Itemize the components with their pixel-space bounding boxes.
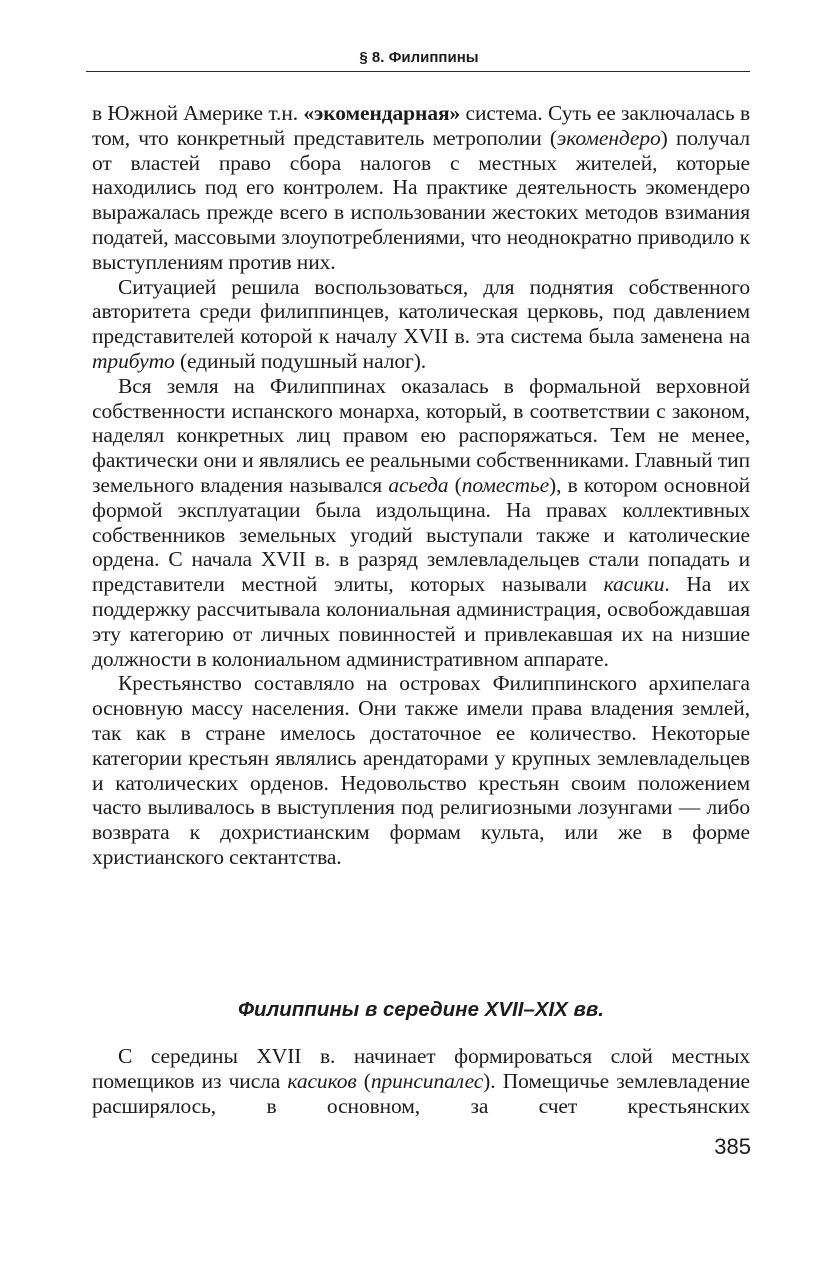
text-run: (единый подушный налог).: [174, 348, 427, 373]
italic-term: касики: [603, 572, 665, 597]
text-run: . На их поддержку рассчитывала колониальная администрация, освобождавшая эту категорию от личных повинностей и привлекавшая их на низшие должности в колониальном административном аппарате.: [92, 572, 750, 671]
text-run: ), в котором основной формой эксплуатации была издольщина. На правах коллективных собственников земельных угодий выступали также и католические ордена. С начала XVII в. в разряд землевладельцев стали попадать и представители местной элиты, которых называли: [92, 472, 751, 597]
text-run: С середины XVII в. начинает формироваться слой местных помещиков из числа: [92, 1044, 750, 1093]
text-run: Крестьянство составляло на островах Филиппинского архипелага основную массу населения. Они также имели права владения землей, так как в стране имелось достаточное ее количество. Некоторые категории крестьян являлись арендаторами у крупных землевладельцев и католических орденов. Недовольство крестьян своим положением часто выливалось в выступления под религиозными лозунгами — либо возврата к дохристианским формам культа, или же в форме христианского сектантства.: [92, 671, 750, 869]
text-run: ) получал от властей право сбора налогов с местных жителей, которые находились под его контролем. На практике деятельность экомендеро выражалась прежде всего в использовании жестоких методов взимания податей, массовыми злоупотреблениями, что неоднократно приводило к выступлениям против них.: [92, 125, 750, 274]
bold-term: «экомендарная»: [303, 101, 461, 125]
body-text-upper: [92, 101, 750, 870]
italic-term: поместье: [461, 472, 550, 497]
italic-term: экомендеро: [556, 125, 661, 150]
italic-term: асьеда: [388, 472, 449, 497]
italic-term: касиков: [287, 1068, 357, 1093]
header-rule: [86, 71, 750, 72]
section-title: Филиппины в середине XVII–XIX вв.: [237, 998, 605, 1021]
italic-term: принсипалес: [370, 1068, 484, 1093]
paragraph: [92, 671, 750, 869]
paragraph: [92, 1044, 750, 1118]
text-run: (: [448, 472, 462, 497]
body-text-lower: [92, 1044, 750, 1118]
text-run: Вся земля на Филиппинах оказалась в формальной верховной собственности испанского монарха, который, в соответствии с законом, наделял конкретных лиц правом ею распоряжаться. Тем не менее, фактически они и являлись ее реальными собственниками. Главный тип земельного владения назывался: [92, 373, 750, 497]
text-run: система. Суть ее заключалась в том, что конкретный представитель метрополии (: [92, 101, 750, 150]
text-run: Ситуацией решила воспользоваться, для поднятия собственного авторитета среди филиппинцев, католическая церковь, под давлением представителей которой к началу XVII в. эта система была заменена на: [92, 274, 750, 349]
italic-term: трибуто: [92, 348, 175, 373]
page-number: 385: [714, 1134, 751, 1159]
paragraph: [92, 101, 750, 275]
paragraph: [92, 275, 750, 374]
running-header: § 8. Филиппины: [359, 49, 479, 66]
text-run: ). Помещичье землевладение расширялось, в основном, за счет крестьянских: [92, 1068, 751, 1118]
paragraph: [92, 374, 750, 672]
text-run: в Южной Америке т.н.: [92, 101, 304, 125]
text-run: (: [356, 1068, 371, 1093]
